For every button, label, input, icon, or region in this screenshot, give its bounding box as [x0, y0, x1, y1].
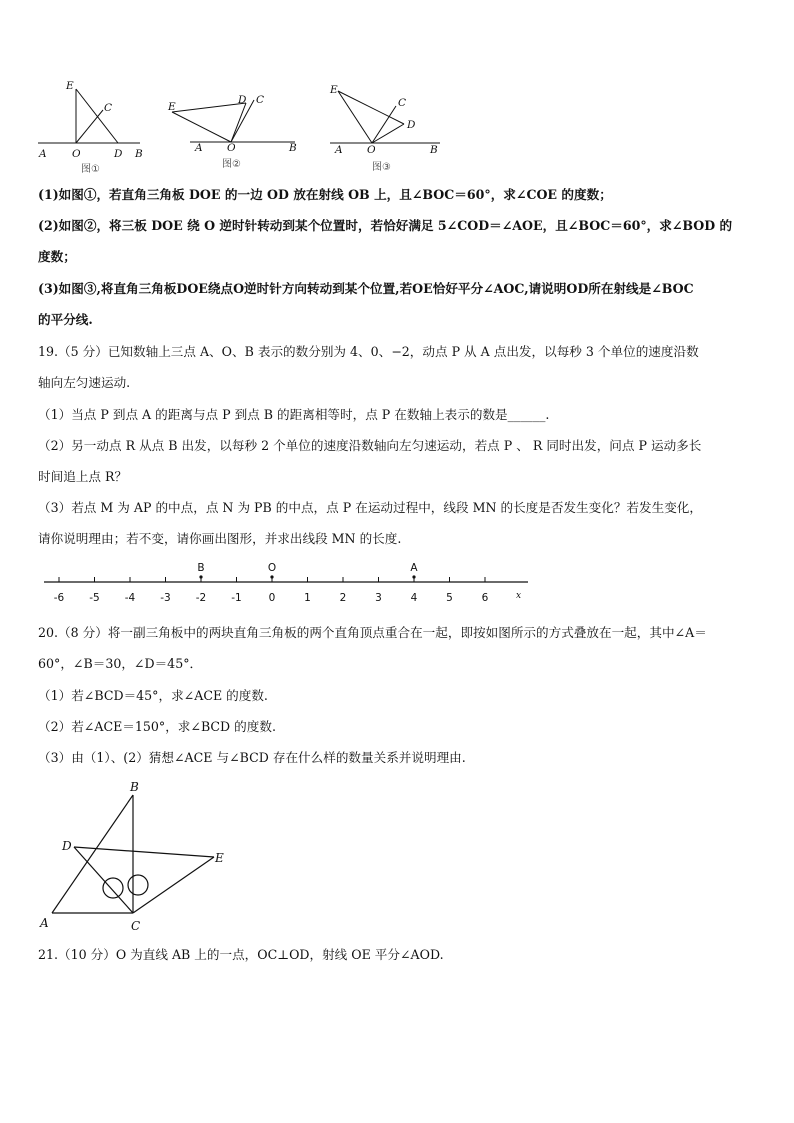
fig3-label-d: D [407, 119, 416, 131]
q20-sub3: （3）由（1）、(2）猜想∠ACE 与∠BCD 存在什么样的数量关系并说明理由. [38, 750, 466, 765]
fig20-label-e: E [215, 851, 224, 865]
fig2-label-a: A [195, 142, 203, 154]
fig3-label-b: B [430, 144, 438, 156]
number-line-tick-label: 3 [375, 592, 382, 604]
q21-stem: 21.（10 分）O 为直线 AB 上的一点，OC⊥OD，射线 OE 平分∠AOD. [38, 947, 444, 962]
number-line-tick-label: -6 [53, 592, 65, 604]
number-line-tick-label: 2 [339, 592, 347, 604]
q20-stem-line2: 60°，∠B＝30，∠D＝45°． [38, 656, 203, 671]
q20-sub1: （1）若∠BCD＝45°，求∠ACE 的度数. [38, 688, 268, 703]
fig1-label-c: C [104, 102, 113, 114]
q19-sub3-line1: （3）若点 M 为 AP 的中点，点 N 为 PB 的中点，点 P 在运动过程中，线段 MN 的长度是否发生变化？若发生变化， [38, 500, 702, 515]
q18-part2-line2: 度数； [38, 249, 76, 264]
fig3-label-e: E [330, 84, 338, 96]
q18-part3-line2: 的平分线. [38, 312, 93, 327]
fig20-segment-dc [74, 847, 133, 913]
fig2-label-d: D [238, 94, 247, 106]
number-line-tick-label: 5 [446, 592, 453, 604]
q19-stem-line2: 轴向左匀速运动. [38, 375, 131, 390]
q19-sub1: （1）当点 P 到点 A 的距离与点 P 到点 B 的距离相等时，点 P 在数轴上表示的数是______. [38, 407, 550, 422]
number-line-tick-label: 1 [304, 592, 311, 604]
q19-sub3-line2: 请你说明理由；若不变，请你画出图形，并求出线段 MN 的长度. [38, 531, 402, 546]
fig20-label-c: C [131, 919, 141, 933]
number-line-point-label-o: O [267, 562, 277, 574]
number-line-axis-label: x [516, 591, 522, 601]
fig3-label-a: A [335, 144, 343, 156]
fig20-segment-de [74, 847, 214, 857]
fig1-label-e: E [66, 80, 74, 92]
fig20-right-angle-mark-left [103, 878, 123, 898]
number-line-tick-label: -3 [160, 592, 171, 604]
fig20-segment-ce [133, 857, 214, 913]
fig1-label-o: O [72, 148, 81, 160]
q19-stem-line1: 19.（5 分）已知数轴上三点 A、O、B 表示的数分别为 4、0、−2，动点 P 从 A 点出发，以每秒 3 个单位的速度沿数 [38, 344, 699, 359]
q18-part3-line1: (3)如图③,将直角三角板DOE绕点O逆时针方向转动到某个位置,若OE恰好平分∠AOC,请说明OD所在射线是∠BOC [38, 281, 694, 296]
q19-sub2-line1: （2）另一动点 R 从点 B 出发，以每秒 2 个单位的速度沿数轴向左匀速运动，若点 P 、 R 同时出发，问点 P 运动多长 [38, 438, 702, 453]
fig1-label-a: A [39, 148, 47, 160]
q20-stem-line1: 20.（8 分）将一副三角板中的两块直角三角板的两个直角顶点重合在一起，即按如图所示的方式叠放在一起，其中∠A＝ [38, 625, 707, 640]
number-line-tick-label: -2 [195, 592, 207, 604]
number-line-point-label-a: A [410, 562, 418, 574]
q19-sub2-line2: 时间追上点 R？ [38, 469, 128, 484]
number-line-tick-label: 6 [481, 592, 489, 604]
fig1-label-d: D [114, 148, 123, 160]
fig20-label-d: D [62, 839, 72, 853]
fig2-label-c: C [256, 94, 265, 106]
number-line-tick-label: -5 [89, 592, 100, 604]
fig2-label-e: E [168, 101, 176, 113]
number-line-tick-label: -1 [231, 592, 242, 604]
fig20-label-a: A [40, 916, 49, 930]
fig3-label-o: O [367, 144, 376, 156]
fig20-right-angle-mark-right [128, 875, 148, 895]
fig1-label-b: B [135, 148, 143, 160]
number-line-point-label-b: B [197, 562, 205, 574]
number-line-tick-label: 0 [268, 592, 276, 604]
fig3-label-c: C [398, 97, 407, 109]
q20-sub2: （2）若∠ACE＝150°，求∠BCD 的度数. [38, 719, 276, 734]
number-line-tick-label: 4 [410, 592, 418, 604]
q18-part1: (1)如图①，若直角三角板 DOE 的一边 OD 放在射线 OB 上，且∠BOC＝60°，求∠COE 的度数； [38, 187, 612, 202]
fig20-segment-ab [52, 795, 133, 913]
fig2-caption: 图② [222, 159, 241, 170]
fig2-label-b: B [289, 142, 297, 154]
fig20-label-b: B [130, 780, 139, 794]
fig1-caption: 图① [81, 164, 100, 175]
fig3-caption: 图③ [372, 162, 391, 173]
fig2-label-o: O [227, 142, 236, 154]
q18-part2-line1: (2)如图②，将三板 DOE 绕 O 逆时针转动到某个位置时，若恰好满足 5∠COD＝∠AOE，且∠BOC＝60°，求∠BOD 的 [38, 218, 733, 233]
number-line-tick-label: -4 [124, 592, 136, 604]
